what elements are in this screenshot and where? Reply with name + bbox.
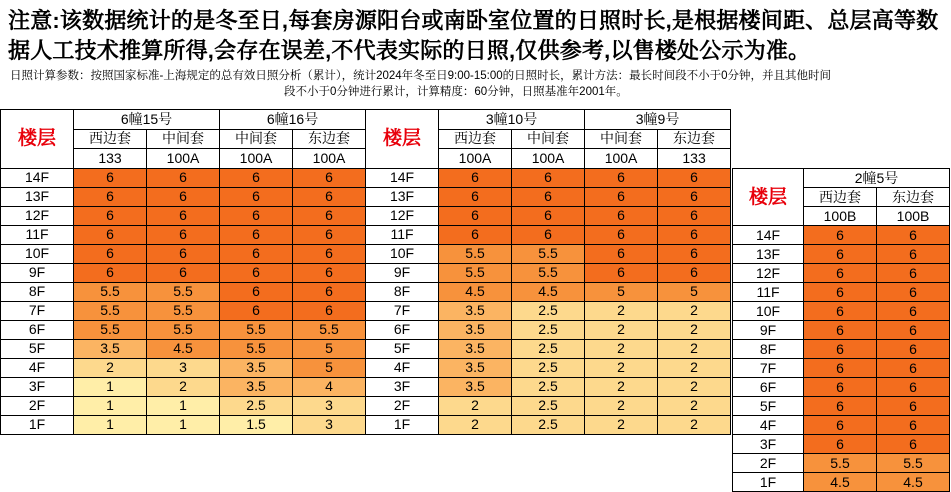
sunlight-hours-cell: 4 bbox=[293, 377, 366, 396]
table-row bbox=[733, 473, 950, 492]
floor-label: 9F bbox=[733, 321, 804, 340]
floor-label: 13F bbox=[733, 245, 804, 264]
sunlight-hours-cell: 6 bbox=[804, 264, 877, 283]
table-row bbox=[733, 283, 950, 302]
sunlight-hours-cell: 6 bbox=[74, 244, 147, 263]
sunlight-hours-cell: 6 bbox=[804, 359, 877, 378]
sunlight-hours-cell: 6 bbox=[220, 225, 293, 244]
sunlight-hours-cell: 6 bbox=[804, 416, 877, 435]
sunlight-hours-cell: 6 bbox=[220, 301, 293, 320]
table-row bbox=[1, 396, 731, 415]
floor-label: 2F bbox=[366, 396, 439, 415]
floor-label: 13F bbox=[366, 187, 439, 206]
sunlight-hours-cell: 6 bbox=[804, 245, 877, 264]
room-type-header: 100B bbox=[804, 207, 877, 226]
floor-label: 4F bbox=[733, 416, 804, 435]
sunlight-hours-cell: 6 bbox=[658, 168, 731, 187]
sunlight-hours-cell: 4.5 bbox=[512, 282, 585, 301]
floor-label: 6F bbox=[1, 320, 74, 339]
table-row bbox=[1, 263, 731, 282]
sunlight-hours-cell: 3.5 bbox=[439, 339, 512, 358]
sunlight-hours-cell: 5.5 bbox=[439, 263, 512, 282]
sunlight-hours-cell: 6 bbox=[585, 187, 658, 206]
room-type-header: 100A bbox=[439, 149, 512, 169]
table-row bbox=[733, 245, 950, 264]
sunlight-hours-cell: 6 bbox=[74, 206, 147, 225]
sunlight-hours-cell: 6 bbox=[804, 340, 877, 359]
sunlight-hours-cell: 6 bbox=[147, 244, 220, 263]
sunlight-hours-cell: 5.5 bbox=[74, 282, 147, 301]
sunlight-hours-cell: 6 bbox=[74, 168, 147, 187]
notice-section bbox=[0, 0, 951, 100]
table-row bbox=[733, 359, 950, 378]
sunlight-hours-cell: 4.5 bbox=[804, 473, 877, 492]
sunlight-hours-cell: 2.5 bbox=[512, 358, 585, 377]
sunlight-table-building-2 bbox=[732, 168, 950, 492]
sunlight-hours-cell: 6 bbox=[293, 168, 366, 187]
header-row bbox=[1, 110, 731, 130]
sunlight-hours-cell: 6 bbox=[877, 340, 950, 359]
sunlight-hours-cell: 6 bbox=[293, 206, 366, 225]
unit-type-header: 东边套 bbox=[658, 129, 731, 149]
floor-label: 11F bbox=[366, 225, 439, 244]
room-type-header: 133 bbox=[74, 149, 147, 169]
params-line-1: 日照计算参数：按照国家标准-上海规定的总有效日照分析（累计），统计2024年冬至日9:00-15:00的日照时长，累计方法：最长时间段不小于0分钟，并且其他时间 bbox=[10, 70, 832, 82]
sunlight-hours-cell: 5.5 bbox=[220, 339, 293, 358]
sunlight-hours-cell: 5.5 bbox=[74, 320, 147, 339]
floor-label: 1F bbox=[1, 415, 74, 434]
floor-label: 11F bbox=[733, 283, 804, 302]
sunlight-hours-cell: 6 bbox=[220, 168, 293, 187]
sunlight-hours-cell: 6 bbox=[220, 244, 293, 263]
room-type-header: 100A bbox=[585, 149, 658, 169]
sunlight-hours-cell: 6 bbox=[147, 168, 220, 187]
sunlight-hours-cell: 6 bbox=[877, 264, 950, 283]
floor-label: 4F bbox=[366, 358, 439, 377]
sunlight-hours-cell: 5.5 bbox=[512, 263, 585, 282]
sunlight-hours-cell: 5 bbox=[293, 339, 366, 358]
sunlight-hours-cell: 6 bbox=[293, 263, 366, 282]
sunlight-hours-cell: 6 bbox=[877, 321, 950, 340]
sunlight-hours-cell: 2 bbox=[658, 377, 731, 396]
sunlight-hours-cell: 2 bbox=[585, 358, 658, 377]
sunlight-hours-cell: 5.5 bbox=[293, 320, 366, 339]
floor-label: 1F bbox=[366, 415, 439, 434]
sunlight-hours-cell: 6 bbox=[804, 283, 877, 302]
floor-label: 8F bbox=[1, 282, 74, 301]
sunlight-hours-cell: 6 bbox=[293, 244, 366, 263]
floor-label: 6F bbox=[366, 320, 439, 339]
sunlight-hours-cell: 6 bbox=[585, 225, 658, 244]
table-row bbox=[733, 264, 950, 283]
sunlight-hours-cell: 3.5 bbox=[439, 320, 512, 339]
sunlight-hours-cell: 2.5 bbox=[512, 320, 585, 339]
floor-column-header: 楼层 bbox=[1, 110, 74, 169]
sunlight-hours-cell: 6 bbox=[512, 187, 585, 206]
sunlight-hours-cell: 6 bbox=[439, 206, 512, 225]
table-row bbox=[733, 435, 950, 454]
sunlight-hours-cell: 5.5 bbox=[512, 244, 585, 263]
floor-label: 10F bbox=[1, 244, 74, 263]
floor-label: 4F bbox=[1, 358, 74, 377]
sunlight-hours-cell: 6 bbox=[74, 263, 147, 282]
building-header: 6幢16号 bbox=[220, 110, 366, 130]
sunlight-hours-cell: 6 bbox=[74, 225, 147, 244]
sunlight-hours-cell: 2 bbox=[147, 377, 220, 396]
table-row bbox=[733, 302, 950, 321]
sunlight-hours-cell: 5 bbox=[585, 282, 658, 301]
sunlight-hours-cell: 1 bbox=[74, 415, 147, 434]
floor-column-header: 楼层 bbox=[366, 110, 439, 169]
sunlight-hours-cell: 6 bbox=[439, 225, 512, 244]
unit-type-header: 西边套 bbox=[74, 129, 147, 149]
floor-label: 11F bbox=[1, 225, 74, 244]
sunlight-hours-cell: 2 bbox=[74, 358, 147, 377]
floor-label: 3F bbox=[733, 435, 804, 454]
sunlight-hours-cell: 6 bbox=[220, 206, 293, 225]
params-line-2: 段不小于0分钟进行累计，计算精度：60分钟，日照基准年2001年。 bbox=[284, 86, 628, 98]
sunlight-hours-cell: 5.5 bbox=[147, 282, 220, 301]
floor-label: 2F bbox=[733, 454, 804, 473]
sunlight-hours-cell: 5.5 bbox=[220, 320, 293, 339]
floor-label: 7F bbox=[1, 301, 74, 320]
table-row bbox=[1, 168, 731, 187]
table-row bbox=[1, 320, 731, 339]
sunlight-hours-cell: 6 bbox=[804, 397, 877, 416]
sunlight-hours-cell: 6 bbox=[293, 187, 366, 206]
floor-label: 6F bbox=[733, 378, 804, 397]
sunlight-hours-cell: 2 bbox=[439, 396, 512, 415]
sunlight-hours-cell: 2.5 bbox=[512, 339, 585, 358]
table-row bbox=[1, 187, 731, 206]
floor-label: 8F bbox=[366, 282, 439, 301]
sunlight-hours-cell: 6 bbox=[804, 378, 877, 397]
sunlight-hours-cell: 6 bbox=[439, 168, 512, 187]
sunlight-hours-cell: 5.5 bbox=[147, 320, 220, 339]
floor-label: 14F bbox=[366, 168, 439, 187]
sunlight-hours-cell: 3 bbox=[293, 396, 366, 415]
sunlight-hours-cell: 6 bbox=[147, 225, 220, 244]
sunlight-hours-cell: 2 bbox=[585, 320, 658, 339]
sunlight-hours-cell: 6 bbox=[877, 226, 950, 245]
floor-label: 5F bbox=[1, 339, 74, 358]
sunlight-hours-cell: 2 bbox=[585, 377, 658, 396]
sunlight-hours-cell: 6 bbox=[293, 301, 366, 320]
sunlight-hours-cell: 2 bbox=[658, 339, 731, 358]
floor-column-header: 楼层 bbox=[733, 169, 804, 226]
sunlight-hours-cell: 6 bbox=[877, 283, 950, 302]
sunlight-hours-cell: 6 bbox=[585, 168, 658, 187]
sunlight-hours-cell: 6 bbox=[147, 263, 220, 282]
sunlight-hours-cell: 5.5 bbox=[147, 301, 220, 320]
sunlight-hours-cell: 6 bbox=[804, 435, 877, 454]
table-row bbox=[1, 206, 731, 225]
building-header: 2幢5号 bbox=[804, 169, 950, 188]
sunlight-hours-cell: 5 bbox=[293, 358, 366, 377]
sunlight-hours-cell: 2.5 bbox=[512, 377, 585, 396]
sunlight-hours-cell: 6 bbox=[147, 206, 220, 225]
floor-label: 12F bbox=[366, 206, 439, 225]
sunlight-hours-cell: 6 bbox=[220, 187, 293, 206]
sunlight-hours-cell: 2 bbox=[585, 301, 658, 320]
sunlight-hours-cell: 6 bbox=[147, 187, 220, 206]
sunlight-hours-cell: 1 bbox=[147, 415, 220, 434]
unit-type-header: 东边套 bbox=[293, 129, 366, 149]
sunlight-hours-cell: 2 bbox=[658, 415, 731, 434]
sunlight-hours-cell: 2.5 bbox=[512, 396, 585, 415]
sunlight-hours-cell: 6 bbox=[804, 302, 877, 321]
table-row bbox=[733, 378, 950, 397]
sunlight-hours-cell: 6 bbox=[658, 263, 731, 282]
table-row bbox=[733, 321, 950, 340]
table-row bbox=[1, 225, 731, 244]
floor-label: 7F bbox=[366, 301, 439, 320]
sunlight-hours-cell: 6 bbox=[804, 226, 877, 245]
sunlight-hours-cell: 3.5 bbox=[439, 358, 512, 377]
sunlight-hours-cell: 6 bbox=[804, 321, 877, 340]
unit-type-header: 西边套 bbox=[439, 129, 512, 149]
unit-type-header: 东边套 bbox=[877, 188, 950, 207]
sunlight-hours-cell: 3.5 bbox=[220, 358, 293, 377]
unit-type-header: 西边套 bbox=[804, 188, 877, 207]
sunlight-hours-cell: 6 bbox=[877, 302, 950, 321]
room-type-header: 100B bbox=[877, 207, 950, 226]
sunlight-hours-cell: 3.5 bbox=[439, 301, 512, 320]
sunlight-hours-cell: 6 bbox=[293, 282, 366, 301]
sunlight-hours-cell: 4.5 bbox=[147, 339, 220, 358]
unit-type-header: 中间套 bbox=[585, 129, 658, 149]
floor-label: 12F bbox=[733, 264, 804, 283]
table-row bbox=[733, 454, 950, 473]
table-row bbox=[1, 358, 731, 377]
sunlight-hours-cell: 6 bbox=[512, 225, 585, 244]
sunlight-hours-cell: 1.5 bbox=[220, 415, 293, 434]
floor-label: 5F bbox=[366, 339, 439, 358]
floor-label: 7F bbox=[733, 359, 804, 378]
table-row bbox=[1, 377, 731, 396]
sunlight-hours-cell: 6 bbox=[877, 245, 950, 264]
floor-label: 3F bbox=[366, 377, 439, 396]
sunlight-hours-cell: 3 bbox=[147, 358, 220, 377]
sunlight-hours-cell: 6 bbox=[74, 187, 147, 206]
sunlight-hours-cell: 5.5 bbox=[877, 454, 950, 473]
floor-label: 3F bbox=[1, 377, 74, 396]
sunlight-hours-cell: 6 bbox=[877, 435, 950, 454]
room-type-header: 100A bbox=[220, 149, 293, 169]
header-row bbox=[733, 169, 950, 188]
room-type-header: 100A bbox=[293, 149, 366, 169]
sunlight-hours-cell: 2 bbox=[585, 396, 658, 415]
sunlight-hours-cell: 6 bbox=[293, 225, 366, 244]
floor-label: 5F bbox=[733, 397, 804, 416]
sunlight-hours-cell: 6 bbox=[585, 206, 658, 225]
sunlight-hours-cell: 3.5 bbox=[220, 377, 293, 396]
sunlight-hours-cell: 1 bbox=[74, 377, 147, 396]
sunlight-hours-cell: 3.5 bbox=[439, 377, 512, 396]
sunlight-hours-cell: 6 bbox=[220, 282, 293, 301]
sunlight-hours-cell: 5 bbox=[658, 282, 731, 301]
building-header: 6幢15号 bbox=[74, 110, 220, 130]
sunlight-hours-cell: 6 bbox=[877, 359, 950, 378]
room-type-header: 133 bbox=[658, 149, 731, 169]
sunlight-hours-cell: 3.5 bbox=[74, 339, 147, 358]
floor-label: 14F bbox=[1, 168, 74, 187]
building-header: 3幢9号 bbox=[585, 110, 731, 130]
floor-label: 1F bbox=[733, 473, 804, 492]
room-type-header: 100A bbox=[512, 149, 585, 169]
sunlight-hours-cell: 5.5 bbox=[439, 244, 512, 263]
sunlight-hours-cell: 2.5 bbox=[512, 301, 585, 320]
sunlight-hours-cell: 2 bbox=[439, 415, 512, 434]
sunlight-hours-cell: 6 bbox=[658, 206, 731, 225]
table-row bbox=[1, 415, 731, 434]
floor-label: 8F bbox=[733, 340, 804, 359]
building-header: 3幢10号 bbox=[439, 110, 585, 130]
sunlight-hours-cell: 2.5 bbox=[512, 415, 585, 434]
sunlight-hours-cell: 6 bbox=[658, 225, 731, 244]
floor-label: 13F bbox=[1, 187, 74, 206]
sunlight-hours-cell: 2 bbox=[658, 301, 731, 320]
sunlight-hours-cell: 4.5 bbox=[439, 282, 512, 301]
sunlight-hours-cell: 2 bbox=[658, 320, 731, 339]
floor-label: 9F bbox=[1, 263, 74, 282]
sunlight-table-main bbox=[0, 109, 731, 435]
table-row bbox=[1, 244, 731, 263]
floor-label: 9F bbox=[366, 263, 439, 282]
table-row bbox=[733, 340, 950, 359]
sunlight-hours-cell: 2 bbox=[585, 415, 658, 434]
table-row bbox=[1, 301, 731, 320]
sunlight-hours-cell: 5.5 bbox=[74, 301, 147, 320]
notice-title: 注意:该数据统计的是冬至日,每套房源阳台或南卧室位置的日照时长,是根据楼间距、总层高等数据人工技术推算所得,会存在误差,不代表实际的日照,仅供参考,以售楼处公示为准。 bbox=[8, 8, 939, 63]
sunlight-hours-cell: 2.5 bbox=[220, 396, 293, 415]
sunlight-hours-cell: 5.5 bbox=[804, 454, 877, 473]
floor-label: 2F bbox=[1, 396, 74, 415]
unit-type-header: 中间套 bbox=[147, 129, 220, 149]
room-type-header: 100A bbox=[147, 149, 220, 169]
table-row bbox=[733, 226, 950, 245]
sunlight-hours-cell: 2 bbox=[585, 339, 658, 358]
sunlight-hours-cell: 6 bbox=[877, 416, 950, 435]
sunlight-hours-cell: 6 bbox=[512, 168, 585, 187]
sunlight-hours-cell: 6 bbox=[220, 263, 293, 282]
sunlight-hours-cell: 3 bbox=[293, 415, 366, 434]
floor-label: 10F bbox=[733, 302, 804, 321]
sunlight-hours-cell: 6 bbox=[585, 244, 658, 263]
table-row bbox=[1, 282, 731, 301]
floor-label: 12F bbox=[1, 206, 74, 225]
unit-type-header: 中间套 bbox=[512, 129, 585, 149]
sunlight-hours-cell: 2 bbox=[658, 358, 731, 377]
table-row bbox=[733, 416, 950, 435]
sunlight-hours-cell: 6 bbox=[877, 397, 950, 416]
sunlight-hours-cell: 4.5 bbox=[877, 473, 950, 492]
sunlight-hours-cell: 6 bbox=[877, 378, 950, 397]
sunlight-hours-cell: 6 bbox=[658, 244, 731, 263]
sunlight-hours-cell: 6 bbox=[512, 206, 585, 225]
sunlight-hours-cell: 1 bbox=[147, 396, 220, 415]
sunlight-hours-cell: 6 bbox=[439, 187, 512, 206]
table-row bbox=[1, 339, 731, 358]
floor-label: 10F bbox=[366, 244, 439, 263]
calculation-parameters bbox=[8, 68, 945, 100]
table-row bbox=[733, 397, 950, 416]
unit-type-header: 中间套 bbox=[220, 129, 293, 149]
sunlight-hours-cell: 1 bbox=[74, 396, 147, 415]
sunlight-hours-cell: 6 bbox=[658, 187, 731, 206]
sunlight-hours-cell: 2 bbox=[658, 396, 731, 415]
floor-label: 14F bbox=[733, 226, 804, 245]
sunlight-hours-cell: 6 bbox=[585, 263, 658, 282]
